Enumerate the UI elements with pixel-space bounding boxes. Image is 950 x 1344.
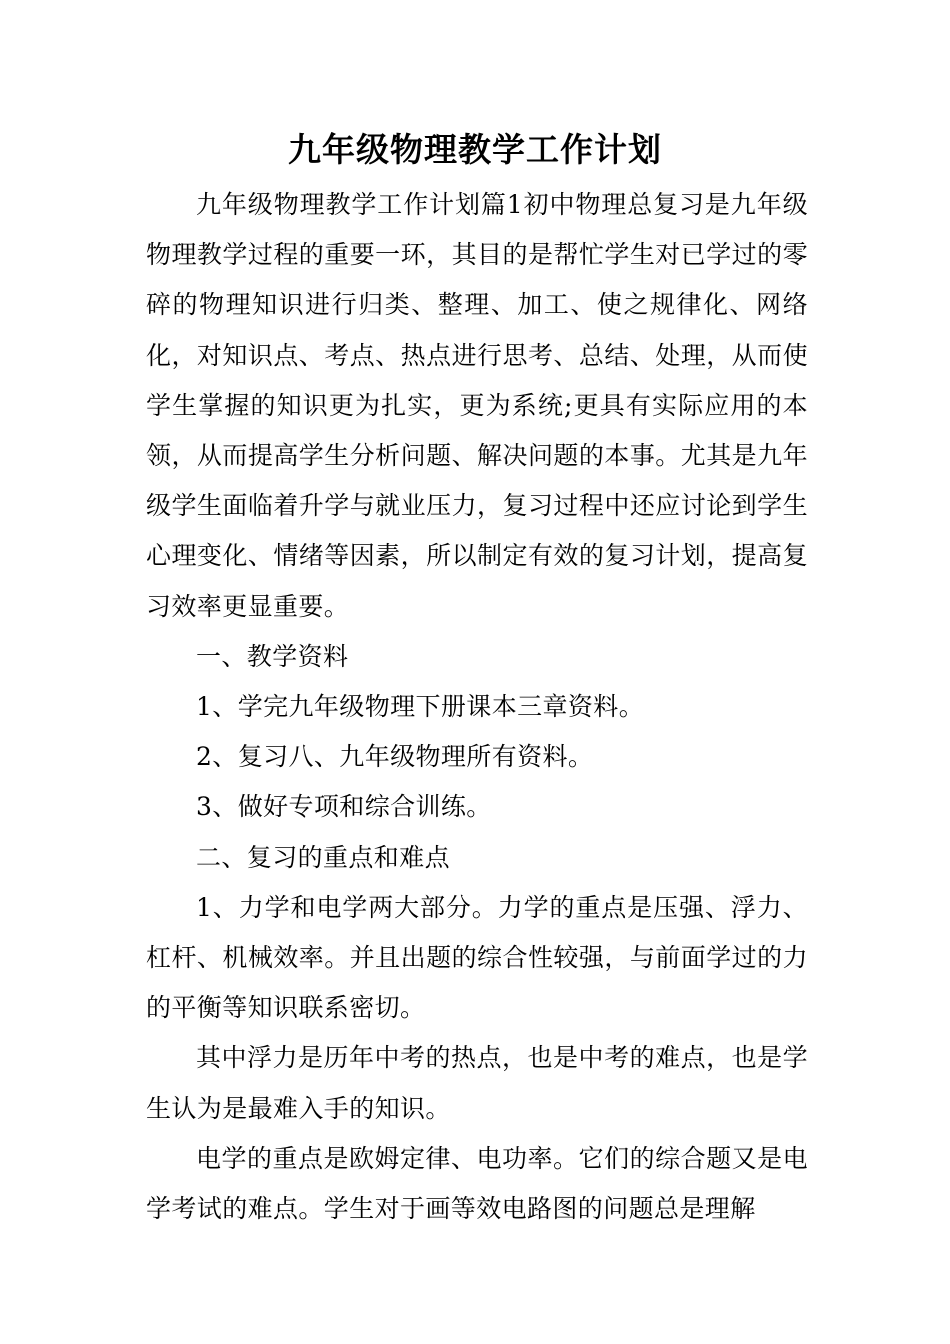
- paragraph-intro: 九年级物理教学工作计划篇1初中物理总复习是九年级物理教学过程的重要一环，其目的是帮忙学生对已学过的零碎的物理知识进行归类、整理、加工、使之规律化、网络化，对知识点、考点、热点进行思考、总结、处理，从而使学生掌握的知识更为扎实，更为系统;更具有实际应用的本领，从而提高学生分析问题、解决问题的本事。尤其是九年级学生面临着升学与就业压力，复习过程中还应讨论到学生心理变化、情绪等因素，所以制定有效的复习计划，提高复习效率更显重要。: [146, 190, 808, 621]
- paragraph-mechanics-electricity: 1、力学和电学两大部分。力学的重点是压强、浮力、杠杆、机械效率。并且出题的综合性较强，与前面学过的力的平衡等知识联系密切。: [146, 892, 808, 1023]
- list-item: 3、做好专项和综合训练。: [196, 792, 492, 822]
- list-item: 1、学完九年级物理下册课本三章资料。: [196, 692, 645, 722]
- document-title: 九年级物理教学工作计划: [288, 130, 662, 169]
- document-body: [146, 180, 808, 1234]
- list-item: 2、复习八、九年级物理所有资料。: [196, 742, 594, 772]
- section-heading-key-points: 二、复习的重点和难点: [196, 842, 451, 872]
- paragraph-electricity: 电学的重点是欧姆定律、电功率。它们的综合题又是电学考试的难点。学生对于画等效电路图的问题总是理解: [146, 1143, 808, 1224]
- paragraph-buoyancy: 其中浮力是历年中考的热点，也是中考的难点，也是学生认为是最难入手的知识。: [146, 1043, 808, 1123]
- section-heading-teaching-materials: 一、教学资料: [196, 641, 349, 671]
